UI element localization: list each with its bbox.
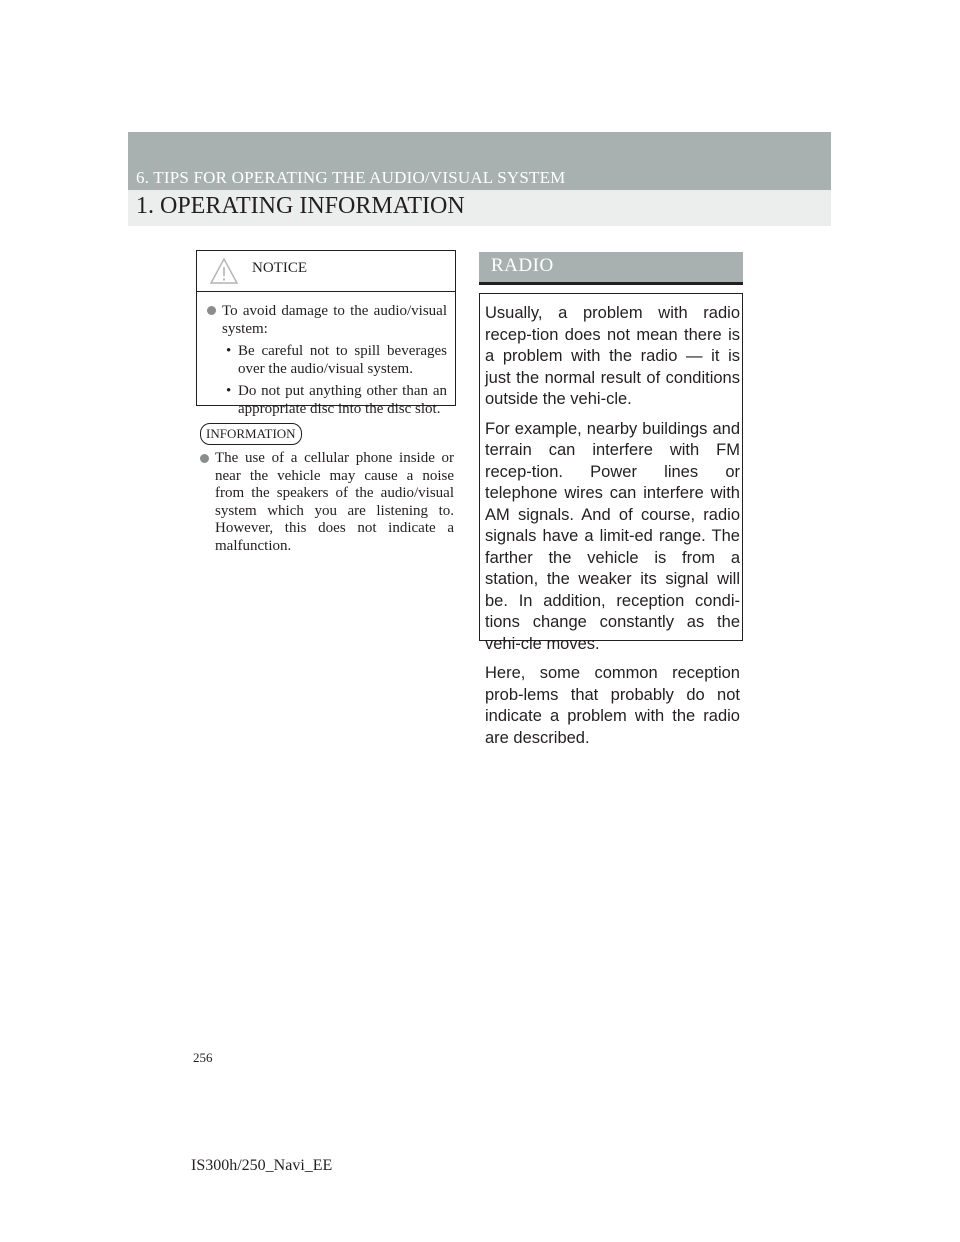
page-number: 256	[193, 1050, 213, 1065]
sub-item-marker: •	[226, 343, 232, 359]
notice-label: NOTICE	[252, 260, 307, 276]
radio-paragraph: Usually, a problem with radio recep-tion does not mean there is a problem with the radio — it is just the normal result of conditions outside the vehi-cle.	[485, 304, 740, 408]
radio-section-title: RADIO	[491, 255, 554, 276]
notice-sub-item-text: Be careful not to spill beverages over the audio/visual system.	[238, 343, 447, 377]
chapter-title: 6. TIPS FOR OPERATING THE AUDIO/VISUAL SYSTEM	[136, 168, 566, 187]
document-code: IS300h/250_Navi_EE	[191, 1157, 333, 1174]
notice-sub-item	[226, 382, 447, 418]
sub-item-marker: •	[226, 383, 232, 399]
section-header	[128, 190, 831, 226]
section-title: 1. OPERATING INFORMATION	[136, 193, 465, 219]
warning-triangle-icon	[209, 257, 239, 285]
information-label: INFORMATION	[200, 423, 302, 445]
information-bullet	[200, 450, 454, 555]
notice-body	[197, 292, 455, 418]
notice-bullet	[207, 302, 447, 418]
radio-paragraph: For example, nearby buildings and terrain can interfere with FM recep-tion. Power lines or telephone wires can interfere with AM signals. And of course, radio signals have a limit-ed range. The farther the vehicle is from a station, the weaker its signal will be. In addition, reception condi-tions change constantly as the vehi-cle moves.	[485, 419, 740, 653]
notice-header	[197, 251, 455, 292]
notice-sub-item	[226, 342, 447, 378]
notice-bullet-text: To avoid damage to the audio/visual system:	[222, 303, 447, 337]
information-bullet-text: The use of a cellular phone inside or near the vehicle may cause a noise from the speakers of the audio/visual system which you are listening to. However, this does not indicate a malfunction.	[215, 450, 454, 554]
information-body	[200, 450, 454, 555]
bullet-icon	[207, 306, 216, 315]
radio-section-body	[479, 293, 743, 747]
chapter-header	[128, 132, 831, 190]
notice-box	[196, 250, 456, 417]
notice-sub-item-text: Do not put anything other than an appropriate disc into the disc slot.	[238, 383, 447, 417]
radio-section-header	[479, 252, 743, 285]
radio-paragraph: Here, some common reception prob-lems that probably do not indicate a problem with the radio are described.	[485, 664, 740, 747]
bullet-icon	[200, 454, 209, 463]
